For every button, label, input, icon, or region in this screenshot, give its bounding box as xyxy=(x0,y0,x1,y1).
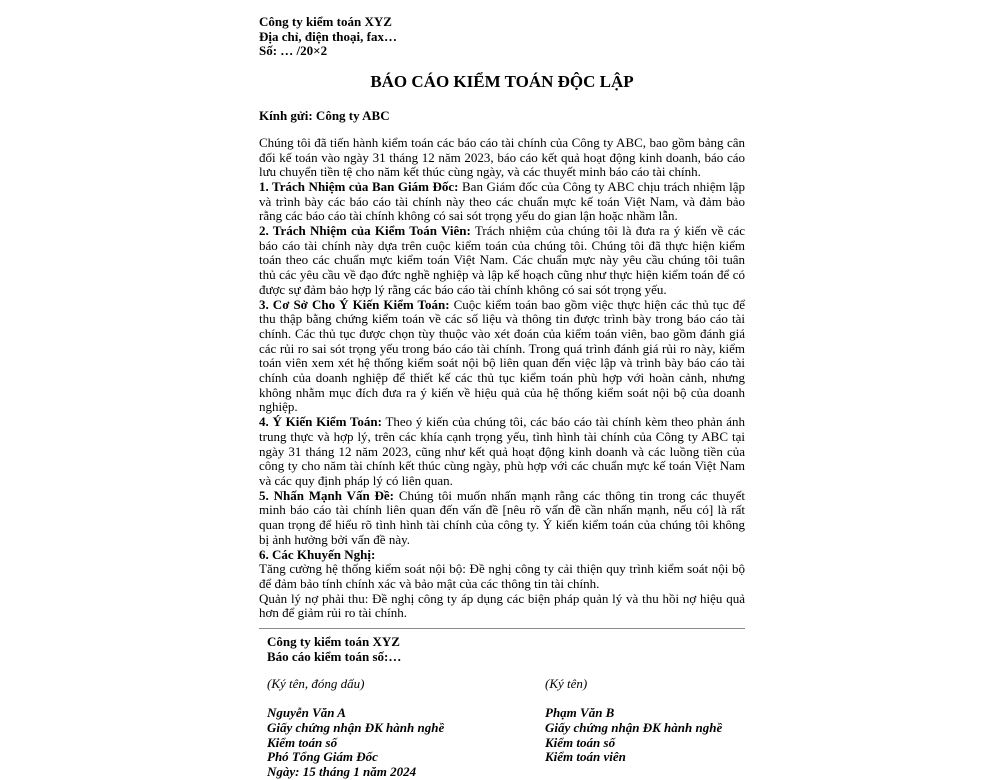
signature-left-note: (Ký tên, đóng dấu) xyxy=(267,676,365,692)
signature-columns xyxy=(267,664,745,779)
section-text-2: Trách nhiệm của chúng tôi là đưa ra ý kiến về các báo cáo tài chính này dựa trên cuộc kiểm toán của chúng tôi. Chúng tôi đã thực hiện kiểm toán theo các chuẩn mực kiểm toán Việt Nam. Các chuẩn mực này yêu cầu chúng tôi tuân thủ các yêu cầu về đạo đức nghề nghiệp và lập kế hoạch cũng như thực hiện kiểm toán để có được sự đảm bảo hợp lý rằng các báo cáo tài chính không có sai sót trọng yếu. xyxy=(259,223,746,297)
signer-left-role: Phó Tổng Giám Đốc xyxy=(267,749,378,765)
closing-company: Công ty kiểm toán XYZ xyxy=(267,634,400,650)
section-paragraph-5 xyxy=(259,489,745,548)
signature-left-block xyxy=(267,706,545,780)
signer-right-name: Phạm Văn B xyxy=(545,705,615,721)
salutation: Kính gửi: Công ty ABC xyxy=(259,108,390,124)
letterhead xyxy=(259,15,745,59)
signature-left-column xyxy=(267,664,545,779)
recommendation-2: Quản lý nợ phải thu: Đề nghị công ty áp dụng các biện pháp quản lý và thu hồi nợ hiệu quả hơn để giảm rủi ro tài chính. xyxy=(259,590,745,621)
section-paragraph-6 xyxy=(259,548,745,563)
section-paragraph-1 xyxy=(259,180,745,224)
section-text-1: Ban Giám đốc của Công ty ABC chịu trách nhiệm lập và trình bày các báo cáo tài chính này theo các chuẩn mực kế toán Việt Nam, và đảm bảo rằng các báo cáo tài chính không có sai sót trọng yếu do gian lận hoặc nhầm lẫn. xyxy=(259,178,746,224)
signer-right-cert-line2: Kiểm toán số xyxy=(545,734,616,750)
section-paragraph-2 xyxy=(259,224,745,298)
signer-left-cert-line1: Giấy chứng nhận ĐK hành nghề xyxy=(267,719,445,735)
signer-left-cert-line2: Kiểm toán số xyxy=(267,734,338,750)
document-body xyxy=(259,15,745,780)
closing-report-number: Báo cáo kiểm toán số:… xyxy=(267,648,402,664)
report-body xyxy=(259,136,745,621)
section-heading-5: 5. Nhấn Mạnh Vấn Đề: xyxy=(259,487,394,503)
section-text-4: Theo ý kiến của chúng tôi, các báo cáo tài chính kèm theo phản ánh trung thực và hợp lý, trên các khía cạnh trọng yếu, tình hình tài chính của Công ty ABC tại ngày 31 tháng 12 năm 2023, cũng như kết quả hoạt động kinh doanh và các luồng tiền của công ty cho năm tài chính kết thúc cùng ngày, phù hợp với các chuẩn mực kế toán Việt Nam và các quy định pháp lý có liên quan. xyxy=(259,414,745,488)
section-heading-1: 1. Trách Nhiệm của Ban Giám Đốc: xyxy=(259,178,459,194)
report-title: BÁO CÁO KIỂM TOÁN ĐỘC LẬP xyxy=(370,72,634,92)
intro-paragraph: Chúng tôi đã tiến hành kiểm toán các báo cáo tài chính của Công ty ABC, bao gồm bảng cân đối kế toán vào ngày 31 tháng 12 năm 2023, báo cáo kết quả hoạt động kinh doanh, báo cáo lưu chuyển tiền tệ cho năm kết thúc cùng ngày, và các thuyết minh báo cáo tài chính. xyxy=(259,134,745,180)
signature-right-block xyxy=(545,706,745,765)
section-heading-6: 6. Các Khuyến Nghị: xyxy=(259,546,376,562)
section-text-3: Cuộc kiểm toán bao gồm việc thực hiện các thủ tục để thu thập bằng chứng kiểm toán về các số liệu và thông tin được trình bày trong báo cáo tài chính. Các thủ tục được chọn tùy thuộc vào xét đoán của kiểm toán viên, bao gồm đánh giá các rủi ro sai sót trọng yếu trong báo cáo tài chính. Trong quá trình đánh giá rủi ro này, kiểm toán viên xem xét hệ thống kiểm soát nội bộ liên quan đến việc lập và trình bày báo cáo tài chính của doanh nghiệp để thiết kế các thủ tục kiểm toán phù hợp với hoàn cảnh, nhưng không nhằm mục đích đưa ra ý kiến về hiệu quả của hệ thống kiểm soát nội bộ của doanh nghiệp. xyxy=(259,296,746,415)
signing-date: Ngày: 15 tháng 1 năm 2024 xyxy=(267,763,417,779)
letterhead-contact: Địa chỉ, điện thoại, fax… xyxy=(259,28,397,44)
signature-right-note: (Ký tên) xyxy=(545,676,588,692)
section-heading-4: 4. Ý Kiến Kiểm Toán: xyxy=(259,414,382,430)
signer-right-role: Kiểm toán viên xyxy=(545,749,626,765)
section-paragraph-4 xyxy=(259,415,745,489)
section-heading-3: 3. Cơ Sở Cho Ý Kiến Kiểm Toán: xyxy=(259,296,450,312)
footer-divider xyxy=(259,628,745,629)
section-paragraph-3 xyxy=(259,298,745,416)
signature-right-column xyxy=(545,664,745,779)
section-heading-2: 2. Trách Nhiệm của Kiểm Toán Viên: xyxy=(259,223,471,239)
signer-left-name: Nguyễn Văn A xyxy=(267,705,346,721)
closing-block xyxy=(259,635,745,780)
recommendation-1: Tăng cường hệ thống kiểm soát nội bộ: Đề nghị công ty cải thiện quy trình kiểm soát nội bộ để đảm bảo tính chính xác và bảo mật của các thông tin tài chính. xyxy=(259,561,745,591)
letterhead-company: Công ty kiểm toán XYZ xyxy=(259,14,392,29)
letterhead-ref-number: Số: … /20×2 xyxy=(259,43,328,59)
section-text-5: Chúng tôi muốn nhấn mạnh rằng các thông tin trong các thuyết minh báo cáo tài chính liên quan đến vấn đề [nêu rõ vấn đề cần nhấn mạnh, nếu có] là rất quan trọng để hiểu rõ tình hình tài chính của công ty. Ý kiến kiểm toán của chúng tôi không bị ảnh hưởng bởi vấn đề này. xyxy=(259,487,745,547)
signer-right-cert-line1: Giấy chứng nhận ĐK hành nghề xyxy=(545,719,723,735)
